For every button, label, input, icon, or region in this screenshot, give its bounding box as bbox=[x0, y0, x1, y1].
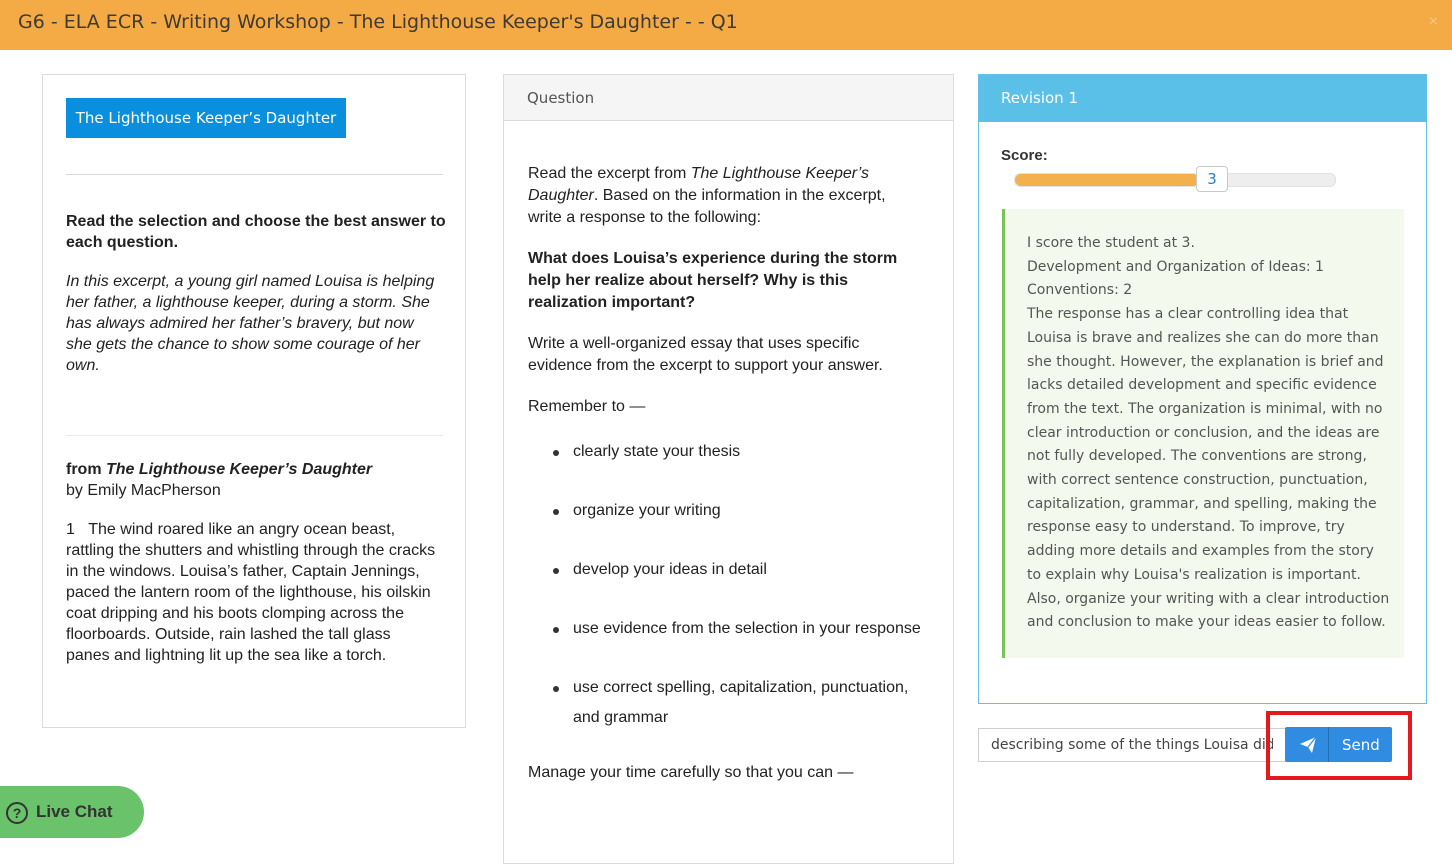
reply-input[interactable] bbox=[978, 728, 1286, 762]
list-item: organize your writing bbox=[573, 496, 923, 526]
list-item: use evidence from the selection in your response bbox=[573, 614, 923, 644]
divider bbox=[66, 174, 443, 175]
feedback-line: from the text. The organization is minimal, with no bbox=[1027, 400, 1383, 417]
list-item: use correct spelling, capitalization, punctuation, and grammar bbox=[573, 673, 923, 733]
feedback-line: and conclusion to make your ideas easier to follow. bbox=[1027, 614, 1386, 631]
score-label: Score: bbox=[1001, 147, 1048, 164]
time-note: Manage your time carefully so that you can — bbox=[528, 764, 854, 781]
passage-tab[interactable]: The Lighthouse Keeper’s Daughter bbox=[66, 98, 346, 138]
paragraph-text: The wind roared like an angry ocean beast, rattling the shutters and whistling through the cracks in the windows. Louisa’s father, Captain Jennings, paced the lantern room of the lighthouse, his oilskin coat dripping and his boots clomping across the floorboards. Outside, rain lashed the tall glass panes and lightning lit up the sea like a torch. bbox=[66, 521, 436, 664]
feedback-line: Development and Organization of Ideas: 1 bbox=[1027, 258, 1324, 275]
title-bar bbox=[0, 0, 1452, 50]
live-chat-button[interactable] bbox=[0, 786, 144, 838]
question-header: Question bbox=[504, 75, 953, 121]
paragraph-number: 1 bbox=[66, 521, 75, 538]
feedback-line: capitalization, grammar, and spelling, making the bbox=[1027, 495, 1377, 512]
revision-header: Revision 1 bbox=[979, 75, 1426, 122]
passage-author: by Emily MacPherson bbox=[66, 482, 221, 499]
remember-label: Remember to — bbox=[528, 398, 646, 415]
feedback-line: with correct sentence construction, punctuation, bbox=[1027, 472, 1368, 489]
window-title: G6 - ELA ECR - Writing Workshop - The Lighthouse Keeper's Daughter - - Q1 bbox=[18, 11, 738, 33]
passage-source bbox=[66, 459, 446, 480]
feedback-line: not fully developed. The conventions are strong, bbox=[1027, 448, 1367, 465]
feedback-line: Also, organize your writing with a clear introduction bbox=[1027, 590, 1390, 607]
question-task: Write a well-organized essay that uses specific evidence from the excerpt to support your answer. bbox=[528, 335, 883, 374]
list-item: clearly state your thesis bbox=[573, 437, 923, 467]
question-panel bbox=[503, 74, 954, 864]
feedback-line: she thought. However, the explanation is brief and bbox=[1027, 353, 1384, 370]
source-prefix: from bbox=[66, 461, 106, 478]
help-icon: ? bbox=[6, 802, 28, 824]
feedback-line: to explain why Louisa's realization is important. bbox=[1027, 566, 1361, 583]
feedback-line: Louisa is brave and realizes she can do more than bbox=[1027, 329, 1379, 346]
close-icon[interactable]: × bbox=[1428, 13, 1438, 30]
question-body bbox=[528, 163, 923, 803]
divider bbox=[66, 435, 443, 436]
prompt-title: The Lighthouse Keeper’s Daughter bbox=[528, 165, 869, 204]
passage-paragraph bbox=[66, 519, 436, 666]
passage-intro: In this excerpt, a young girl named Louisa is helping her father, a lighthouse keeper, during a storm. She has always admired her father’s bravery, but now she gets the chance to show some courage of her own. bbox=[66, 273, 435, 374]
passage-panel bbox=[42, 74, 466, 728]
live-chat-label: Live Chat bbox=[36, 802, 113, 821]
question-prompt bbox=[528, 163, 923, 229]
feedback-line: The response has a clear controlling idea that bbox=[1027, 306, 1349, 323]
feedback-line: I score the student at 3. bbox=[1027, 235, 1195, 251]
checklist bbox=[528, 437, 923, 733]
send-button-label: Send bbox=[1342, 736, 1380, 754]
feedback-line: Conventions: 2 bbox=[1027, 282, 1133, 299]
score-slider-fill bbox=[1015, 174, 1199, 186]
feedback-line: response easy to understand. To improve, try bbox=[1027, 519, 1345, 536]
prompt-text: Read the excerpt from bbox=[528, 165, 691, 182]
prompt-text-end: . Based on the information in the excerpt, write a response to the following: bbox=[528, 187, 886, 226]
feedback-line: lacks detailed development and specific evidence bbox=[1027, 377, 1377, 394]
source-title: The Lighthouse Keeper’s Daughter bbox=[106, 461, 373, 478]
highlight-box bbox=[1266, 711, 1412, 780]
feedback-line: adding more details and examples from the story bbox=[1027, 543, 1374, 560]
feedback-line: clear introduction or conclusion, and the ideas are bbox=[1027, 424, 1380, 441]
revision-panel bbox=[978, 74, 1427, 704]
score-slider[interactable] bbox=[1014, 173, 1336, 187]
passage-instruction: Read the selection and choose the best answer to each question. bbox=[66, 213, 446, 251]
score-slider-handle[interactable]: 3 bbox=[1196, 166, 1228, 192]
list-item: develop your ideas in detail bbox=[573, 555, 923, 585]
main-question: What does Louisa’s experience during the storm help her realize about herself? Why is this realization important? bbox=[528, 250, 898, 311]
feedback-box bbox=[1002, 209, 1404, 658]
